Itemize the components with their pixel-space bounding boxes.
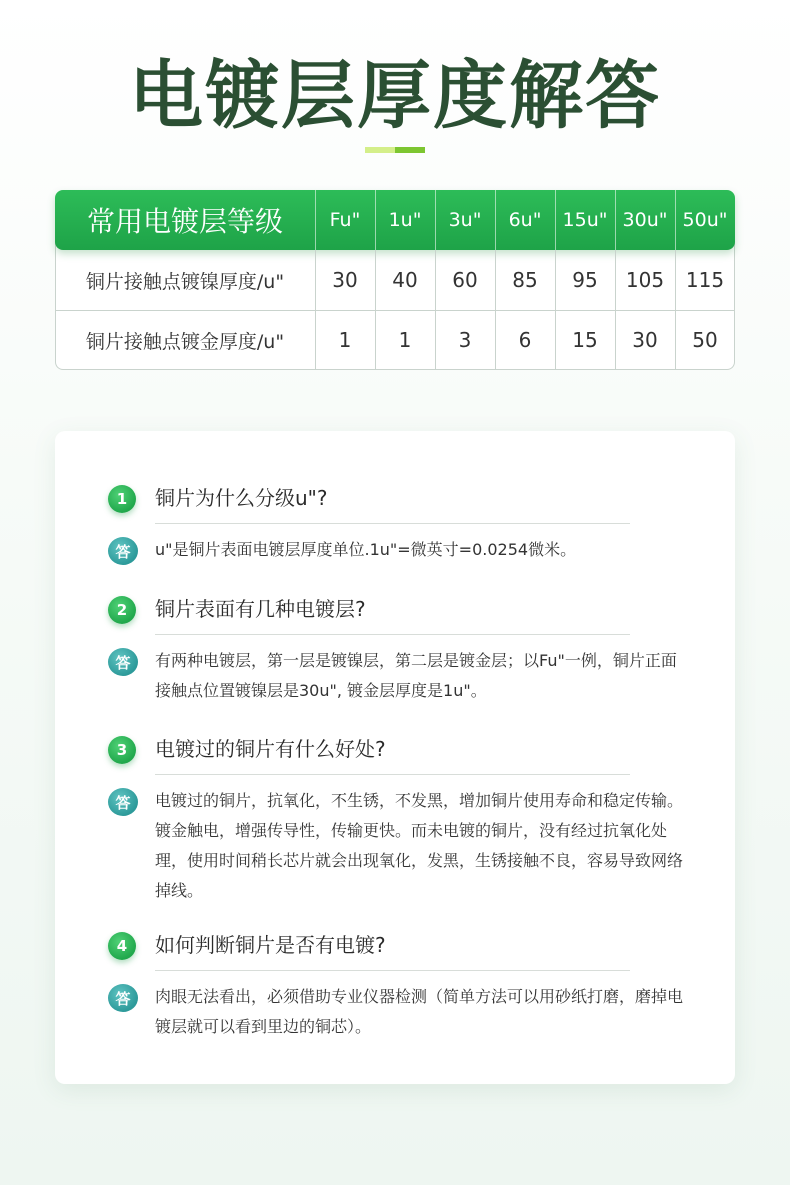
grade-header: 30u"	[622, 209, 668, 231]
grade-header: 3u"	[448, 209, 482, 231]
faq-answer: u"是铜片表面电镀层厚度单位.1u"=微英寸=0.0254微米。	[155, 540, 577, 559]
grade-header: 6u"	[508, 209, 542, 231]
table-cell: 6	[518, 328, 532, 352]
question-divider	[155, 774, 630, 775]
table-cell: 105	[625, 268, 665, 292]
title-underline-light	[365, 147, 395, 153]
table-cell: 1	[398, 328, 412, 352]
table-cell: 15	[572, 328, 598, 352]
table-cell: 30	[332, 268, 358, 292]
table-cell: 60	[452, 268, 478, 292]
title-underline	[365, 147, 425, 153]
grade-header: 1u"	[388, 209, 422, 231]
question-number-badge: 4	[108, 932, 136, 960]
page-title: 电镀层厚度解答	[129, 53, 661, 139]
question-divider	[155, 634, 630, 635]
title-underline-dark	[395, 147, 425, 153]
answer-badge: 答	[108, 648, 138, 676]
faq-answer: 肉眼无法看出，必须借助专业仪器检测（简单方法可以用砂纸打磨，磨掉电镀层就可以看到里边的铜芯）。	[155, 987, 684, 1036]
table-header-label: 常用电镀层等级	[86, 205, 283, 238]
row-label-gold: 铜片接触点镀金厚度/u"	[85, 330, 285, 353]
row-label-nickel: 铜片接触点镀镍厚度/u"	[85, 270, 285, 293]
faq-question: 电镀过的铜片有什么好处?	[155, 737, 386, 761]
table-header	[55, 190, 735, 250]
question-divider	[155, 970, 630, 971]
faq-question: 如何判断铜片是否有电镀?	[155, 933, 386, 957]
question-number-badge: 3	[108, 736, 136, 764]
grade-header: Fu"	[329, 209, 361, 231]
table-cell: 3	[458, 328, 472, 352]
table-cell: 50	[692, 328, 718, 352]
grade-header: 15u"	[562, 209, 608, 231]
table-cell: 30	[632, 328, 658, 352]
faq-answer: 电镀过的铜片，抗氧化，不生锈，不发黑，增加铜片使用寿命和稳定传输。镀金触电，增强传导性，传输更快。而未电镀的铜片，没有经过抗氧化处理，使用时间稍长芯片就会出现氧化，发黑，生锈接触不良，容易导致网络掉线。	[155, 791, 684, 900]
answer-badge: 答	[108, 984, 138, 1012]
plating-grade-table	[55, 190, 735, 370]
faq-question: 铜片为什么分级u"?	[155, 486, 328, 510]
faq-card	[55, 431, 735, 1084]
answer-badge: 答	[108, 537, 138, 565]
table-cell: 1	[338, 328, 352, 352]
faq-answer: 有两种电镀层，第一层是镀镍层，第二层是镀金层；以Fu"一例，铜片正面接触点位置镀镍层是30u", 镀金层厚度是1u"。	[155, 651, 677, 700]
table-cell: 85	[512, 268, 538, 292]
grade-header: 50u"	[682, 209, 728, 231]
answer-badge: 答	[108, 788, 138, 816]
question-number-badge: 1	[108, 485, 136, 513]
question-divider	[155, 523, 630, 524]
faq-question: 铜片表面有几种电镀层?	[155, 597, 366, 621]
table-cell: 95	[572, 268, 598, 292]
table-cell: 115	[685, 268, 725, 292]
question-number-badge: 2	[108, 596, 136, 624]
table-cell: 40	[392, 268, 418, 292]
